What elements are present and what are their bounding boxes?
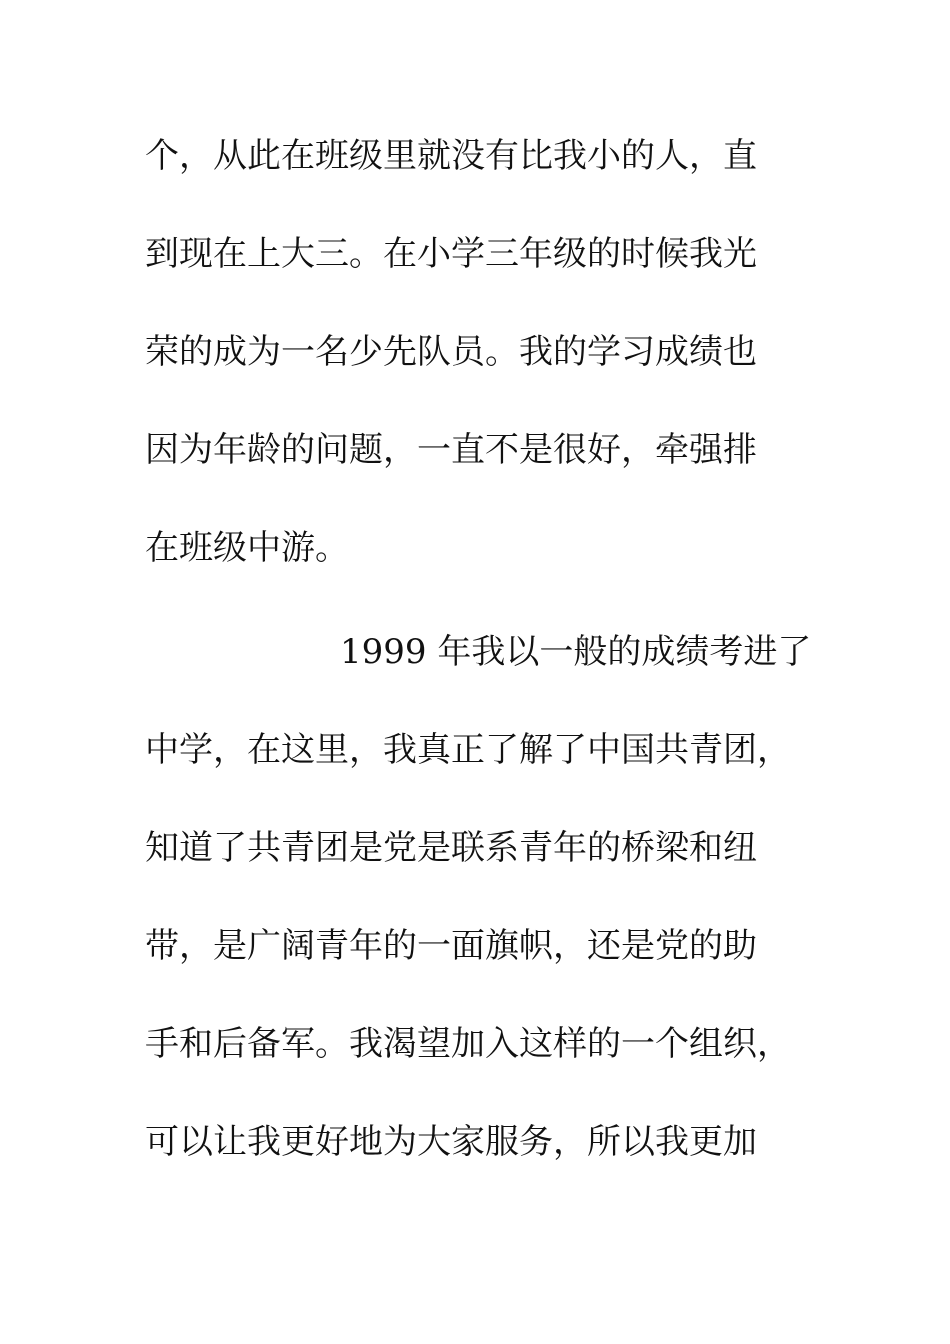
text-line: 带，是广阔青年的一面旗帜，还是党的助 <box>145 926 757 966</box>
text-line: 中学，在这里，我真正了解了中国共青团， <box>145 730 791 770</box>
text-line: 因为年龄的问题，一直不是很好，牵强排 <box>145 430 757 470</box>
paragraph-start-line: 1999 年我以一般的成绩考进了 <box>340 632 812 672</box>
text-line: 在班级中游。 <box>145 528 349 568</box>
text-line: 荣的成为一名少先队员。我的学习成绩也 <box>145 332 757 372</box>
text-line: 知道了共青团是党是联系青年的桥梁和纽 <box>145 828 757 868</box>
text-line: 个，从此在班级里就没有比我小的人，直 <box>145 136 757 176</box>
text-line: 到现在上大三。在小学三年级的时候我光 <box>145 234 757 274</box>
text-line: 手和后备军。我渴望加入这样的一个组织， <box>145 1024 791 1064</box>
text-line: 可以让我更好地为大家服务，所以我更加 <box>145 1122 757 1162</box>
